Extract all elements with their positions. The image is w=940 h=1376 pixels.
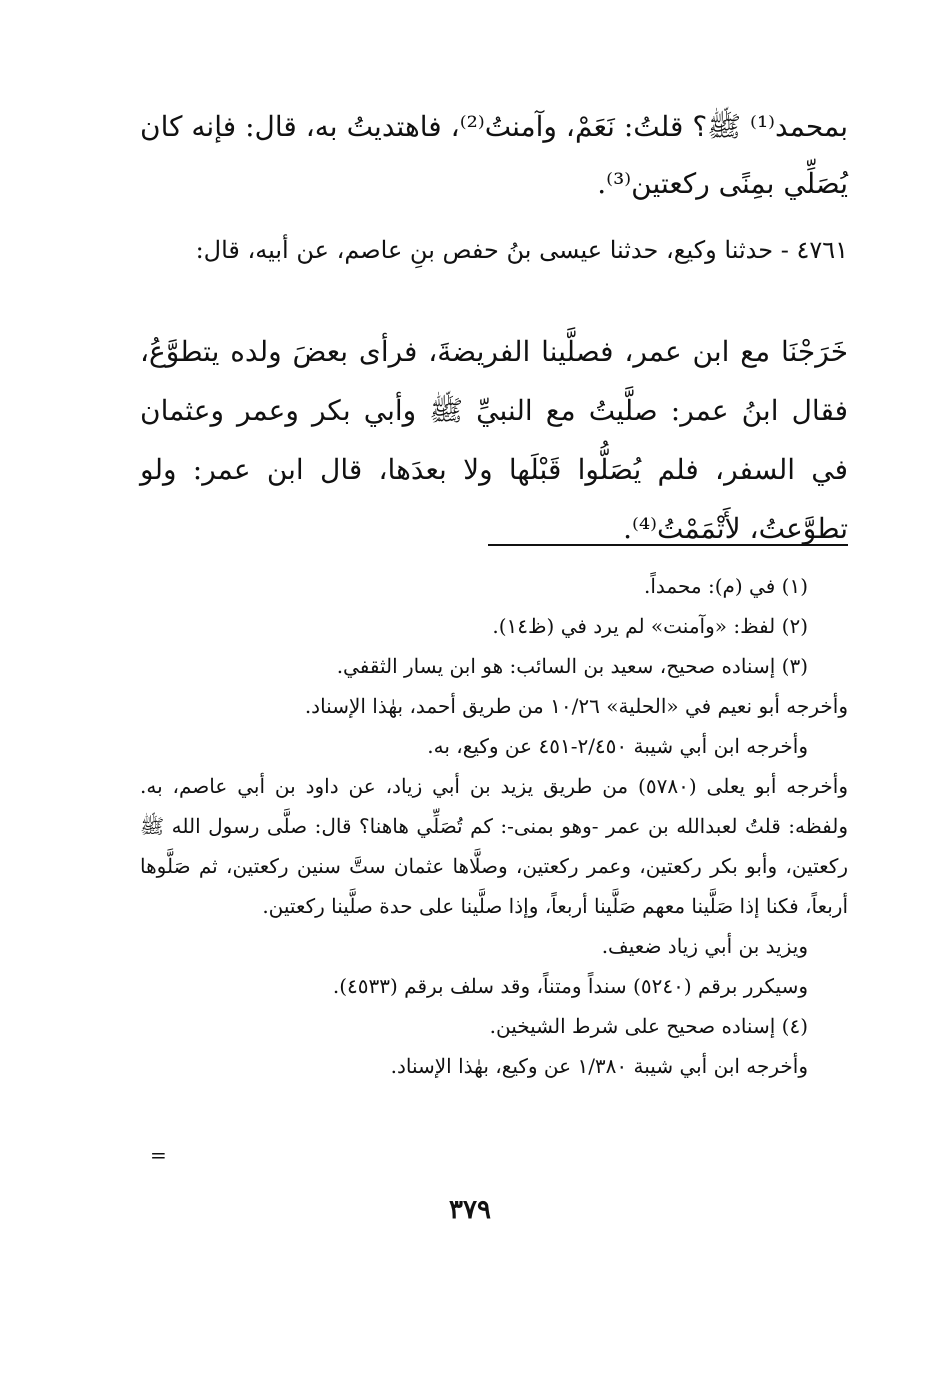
footnote-3-weakness: ويزيد بن أبي زياد ضعيف. — [601, 934, 808, 958]
footnote-4: (٤) إسناده صحيح على شرط الشيخين. — [489, 1014, 808, 1038]
hadith-isnad: ٤٧٦١ - حدثنا وكيع، حدثنا عيسى بنُ حفص بنِ عاصم، عن أبيه، قال: — [195, 236, 848, 264]
footnotes-section — [140, 566, 848, 1086]
footnote-3-abu-yala: وأخرجه أبو يعلى (٥٧٨٠) من طريق يزيد بن أبي زياد، عن داود بن أبي عاصم، به. ولفظه: قلتُ لعبدالله بن عمر -وهو بمنى-: كم تُصَلِّي هاهنا؟ قال: صلَّى رسول الله ﷺ ركعتين، وأبو بكر ركعتين، وعمر ركعتين، وصلَّاها عثمان ستَّ سنين ركعتين، ثم صَلَّوها أربعاً، فكنا إذا صَلَّينا معهم صَلَّينا أربعاً، وإذا صلَّينا على حدة صلَّينا ركعتين. — [140, 774, 848, 918]
footnote-divider — [488, 544, 848, 546]
opening-paragraph: بمحمد⁽¹⁾ ﷺ؟ قلتُ: نَعَمْ، وآمنتُ⁽²⁾، فاهتديتُ به، قال: فإنه كان يُصَلِّي بمِنًى ركعتين⁽³⁾. — [140, 110, 848, 200]
footnote-2: (٢) لفظ: «وآمنت» لم يرد في (ظ١٤). — [492, 614, 808, 638]
footnote-3-ibn-abi-shaybah: وأخرجه ابن أبي شيبة ٢/٤٥٠-٤٥١ عن وكيع، به. — [427, 734, 808, 758]
footnote-4-ibn-abi-shaybah: وأخرجه ابن أبي شيبة ١/٣٨٠ عن وكيع، بهٰذا الإسناد. — [390, 1054, 808, 1078]
hadith-text: خَرَجْنَا مع ابن عمر، فصلَّينا الفريضةَ، فرأى بعضَ ولده يتطوَّعُ، فقال ابنُ عمر: صلَّيتُ مع النبيِّ ﷺ وأبي بكر وعمر وعثمان في السفر، فلم يُصَلُّوا قَبْلَها ولا بعدَها، قال ابن عمر: ولو تطوَّعتُ، لأَتْمَمْتُ⁽⁴⁾. — [140, 335, 849, 545]
page-number: ٣٧٩ — [449, 1195, 491, 1225]
footnote-3-hilya: وأخرجه أبو نعيم في «الحلية» ١٠/٢٦ من طريق أحمد، بهٰذا الإسناد. — [304, 694, 848, 718]
footnote-3-cross-reference: وسيكرر برقم (٥٢٤٠) سنداً ومتناً، وقد سلف برقم (٤٥٣٣). — [332, 974, 808, 998]
continuation-mark: = — [150, 1143, 167, 1167]
footnote-1: (١) في (م): محمداً. — [644, 574, 808, 598]
footnote-3: (٣) إسناده صحيح، سعيد بن السائب: هو ابن يسار الثقفي. — [336, 654, 808, 678]
